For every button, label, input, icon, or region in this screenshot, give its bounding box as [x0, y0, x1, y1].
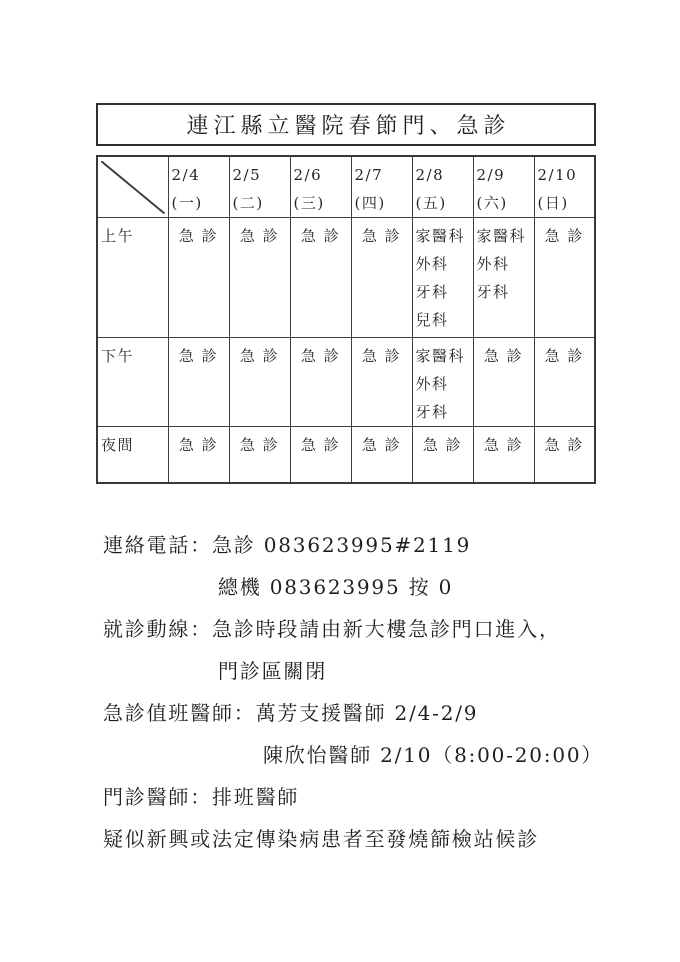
header-weekday: (四) — [354, 194, 386, 212]
header-weekday: (日) — [537, 194, 569, 212]
note-visit-route: 就診動線：急診時段請由新大樓急診門口進入， — [103, 616, 561, 641]
header-weekday: (六) — [476, 194, 508, 212]
header-weekday: (二) — [232, 194, 264, 212]
cell-line: 急 診 — [300, 347, 341, 365]
header-date: 2/9 — [476, 166, 506, 184]
column-header-2-6 — [290, 156, 351, 218]
schedule-cell — [473, 338, 534, 427]
column-header-2-8 — [412, 156, 473, 218]
note-er-doctor: 急診值班醫師：萬芳支援醫師 2/4-2/9 — [103, 700, 479, 725]
cell-line: 牙科 — [415, 283, 449, 301]
cell-line: 牙科 — [476, 283, 510, 301]
header-weekday: (三) — [293, 194, 325, 212]
schedule-cell — [229, 338, 290, 427]
cell-line: 家醫科 — [415, 227, 466, 245]
row-label-afternoon: 下午 — [97, 338, 168, 427]
schedule-cell — [351, 338, 412, 427]
schedule-cell — [534, 427, 595, 483]
header-weekday: (一) — [171, 194, 203, 212]
note-er-doctor-2: 陳欣怡醫師 2/10（8:00-20:00） — [263, 742, 604, 767]
document-title-box — [96, 103, 596, 146]
cell-line: 外科 — [415, 255, 449, 273]
schedule-cell — [168, 218, 229, 338]
note-switchboard: 總機 083623995 按 0 — [218, 574, 454, 599]
header-date: 2/7 — [354, 166, 384, 184]
table-row-morning — [97, 218, 595, 338]
document-title: 連江縣立醫院春節門、急診 — [186, 114, 511, 139]
table-row-afternoon — [97, 338, 595, 427]
header-date: 2/8 — [415, 166, 445, 184]
column-header-2-7 — [351, 156, 412, 218]
cell-line: 牙科 — [415, 403, 449, 421]
cell-line: 急 診 — [239, 227, 280, 245]
cell-line: 急 診 — [178, 347, 219, 365]
cell-line: 兒科 — [415, 311, 449, 329]
cell-line: 急 診 — [361, 347, 402, 365]
cell-line: 急 診 — [239, 347, 280, 365]
column-header-2-4 — [168, 156, 229, 218]
cell-line: 急 診 — [361, 436, 402, 454]
header-date: 2/5 — [232, 166, 262, 184]
cell-line: 急 診 — [361, 227, 402, 245]
column-header-2-9 — [473, 156, 534, 218]
schedule-table — [96, 155, 596, 484]
table-row-night — [97, 427, 595, 483]
schedule-cell — [351, 218, 412, 338]
schedule-cell — [290, 338, 351, 427]
cell-line: 家醫科 — [476, 227, 527, 245]
cell-line: 急 診 — [544, 227, 584, 245]
schedule-cell — [473, 427, 534, 483]
cell-line: 外科 — [415, 375, 449, 393]
schedule-cell — [351, 427, 412, 483]
row-label-morning: 上午 — [97, 218, 168, 338]
notes-section — [103, 524, 604, 860]
schedule-cell — [534, 218, 595, 338]
schedule-cell — [168, 427, 229, 483]
cell-line: 家醫科 — [415, 347, 466, 365]
cell-line: 急 診 — [422, 436, 463, 454]
schedule-cell — [229, 427, 290, 483]
schedule-cell — [290, 218, 351, 338]
column-header-2-5 — [229, 156, 290, 218]
cell-line: 急 診 — [239, 436, 280, 454]
schedule-cell — [229, 218, 290, 338]
corner-cell — [97, 156, 168, 218]
note-clinic-closed: 門診區關閉 — [218, 658, 327, 683]
document-page — [96, 103, 604, 860]
header-date: 2/4 — [171, 166, 201, 184]
column-header-2-10 — [534, 156, 595, 218]
cell-line: 急 診 — [544, 436, 584, 454]
note-fever-screening: 疑似新興或法定傳染病患者至發燒篩檢站候診 — [103, 826, 539, 851]
cell-line: 急 診 — [544, 347, 584, 365]
note-contact-phone: 連絡電話：急診 083623995#2119 — [103, 532, 472, 557]
cell-line: 外科 — [476, 255, 510, 273]
schedule-cell — [534, 338, 595, 427]
cell-line: 急 診 — [483, 347, 524, 365]
cell-line: 急 診 — [300, 227, 341, 245]
diagonal-line — [101, 161, 165, 214]
cell-line: 急 診 — [178, 436, 219, 454]
schedule-cell — [168, 338, 229, 427]
note-outpatient-doctor: 門診醫師：排班醫師 — [103, 784, 300, 809]
cell-line: 急 診 — [178, 227, 219, 245]
cell-line: 急 診 — [483, 436, 524, 454]
schedule-cell — [473, 218, 534, 338]
header-date: 2/10 — [537, 166, 578, 184]
schedule-cell — [290, 427, 351, 483]
cell-line: 急 診 — [300, 436, 341, 454]
header-date: 2/6 — [293, 166, 323, 184]
header-row — [97, 156, 595, 218]
schedule-cell — [412, 338, 473, 427]
header-weekday: (五) — [415, 194, 447, 212]
schedule-cell — [412, 427, 473, 483]
schedule-cell — [412, 218, 473, 338]
row-label-night: 夜間 — [97, 427, 168, 483]
